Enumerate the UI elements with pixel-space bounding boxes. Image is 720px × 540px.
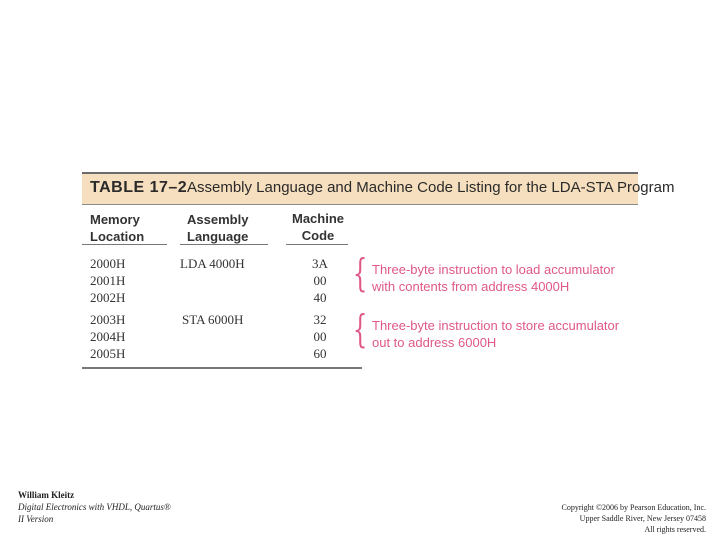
- brace-icon: {: [352, 251, 368, 295]
- table-label: TABLE 17–2: [90, 179, 188, 196]
- machine-code-list: 3A 00 40: [312, 256, 328, 305]
- book-edition: II Version: [18, 514, 54, 524]
- address-list: 2000H 2001H 2002H: [90, 256, 126, 305]
- book-title: Digital Electronics with VHDL, Quartus®: [18, 502, 171, 512]
- header-memory-location: Memory Location: [90, 212, 145, 244]
- footer-copyright: Copyright ©2006 by Pearson Education, Inc. Upper Saddle River, New Jersey 07458 All rights reserved.: [561, 503, 706, 534]
- table-17-2: [82, 172, 675, 369]
- machine-code-list: 32 00 60: [313, 312, 327, 361]
- header-machine-code: Machine Code: [292, 211, 345, 243]
- author-name: William Kleitz: [18, 490, 75, 500]
- table-bottom-rule: [82, 367, 362, 369]
- note-lda: Three-byte instruction to load accumulator with contents from address 4000H: [372, 262, 615, 294]
- instruction-sta: STA 6000H: [182, 312, 244, 327]
- address-list: 2003H 2004H 2005H: [90, 312, 126, 361]
- table-title-band: [82, 172, 675, 205]
- brace-icon: {: [352, 307, 368, 351]
- header-rule-machine: [286, 244, 348, 245]
- table-title: Assembly Language and Machine Code Listing for the LDA-STA Program: [187, 179, 675, 196]
- header-assembly-language: Assembly Language: [187, 212, 249, 244]
- note-sta: Three-byte instruction to store accumulator out to address 6000H: [372, 318, 620, 350]
- footer-citation: [18, 489, 171, 525]
- header-rule-assembly: [180, 244, 268, 245]
- instruction-lda: LDA 4000H: [180, 256, 245, 271]
- header-rule-memory: [82, 244, 167, 245]
